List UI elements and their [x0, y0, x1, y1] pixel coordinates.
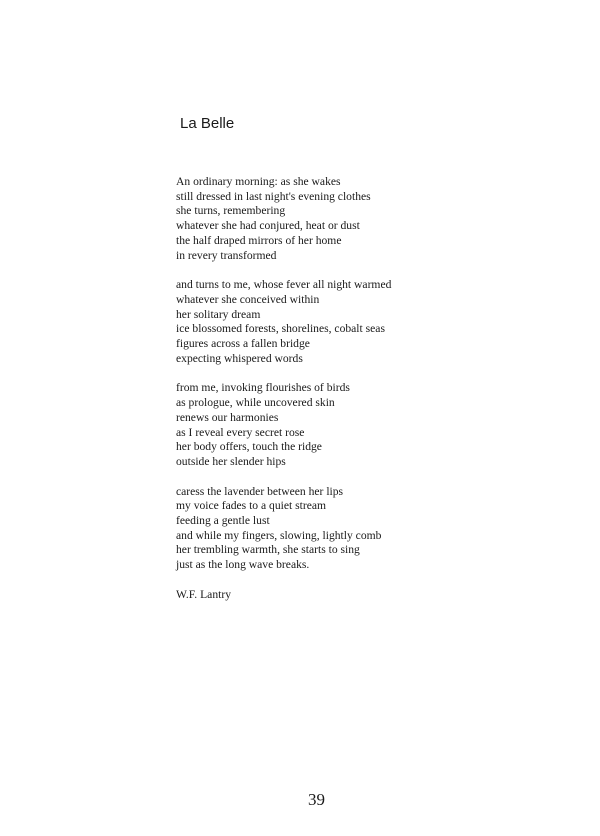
poem-line: whatever she had conjured, heat or dust [176, 219, 360, 233]
poem-line: from me, invoking flourishes of birds [176, 381, 350, 395]
poem-line: caress the lavender between her lips [176, 484, 344, 498]
poem-author: W.F. Lantry [176, 587, 231, 601]
poem-line: her solitary dream [176, 307, 261, 321]
stanza-2 [176, 278, 536, 366]
poem-line: her trembling warmth, she starts to sing [176, 543, 360, 557]
poem-line: just as the long wave breaks. [176, 558, 310, 572]
poem-line: her body offers, touch the ridge [176, 440, 322, 454]
poem-title: La Belle [180, 115, 235, 132]
stanza-3 [176, 381, 536, 469]
poem-line: the half draped mirrors of her home [176, 233, 342, 247]
page-number: 39 [308, 790, 325, 809]
poem-body [176, 175, 536, 603]
stanza-4 [176, 485, 536, 573]
poem-line: outside her slender hips [176, 454, 286, 468]
poem-line: as I reveal every secret rose [176, 425, 305, 439]
poem-line: feeding a gentle lust [176, 514, 270, 528]
poem-line: expecting whispered words [176, 351, 303, 365]
poem-line: and turns to me, whose fever all night warmed [176, 278, 392, 292]
poem-line: renews our harmonies [176, 410, 279, 424]
poem-line: and while my fingers, slowing, lightly comb [176, 528, 382, 542]
poem-line: still dressed in last night's evening clothes [176, 189, 371, 203]
poem-line: she turns, remembering [176, 204, 286, 218]
poem-line: as prologue, while uncovered skin [176, 396, 335, 410]
poem-line: whatever she conceived within [176, 292, 320, 306]
poem-line: ice blossomed forests, shorelines, cobalt seas [176, 322, 385, 336]
poem-line: my voice fades to a quiet stream [176, 499, 327, 513]
poem-line: figures across a fallen bridge [176, 337, 310, 351]
stanza-1 [176, 175, 536, 263]
poem-line: An ordinary morning: as she wakes [176, 175, 341, 188]
poem-line: in revery transformed [176, 248, 277, 262]
